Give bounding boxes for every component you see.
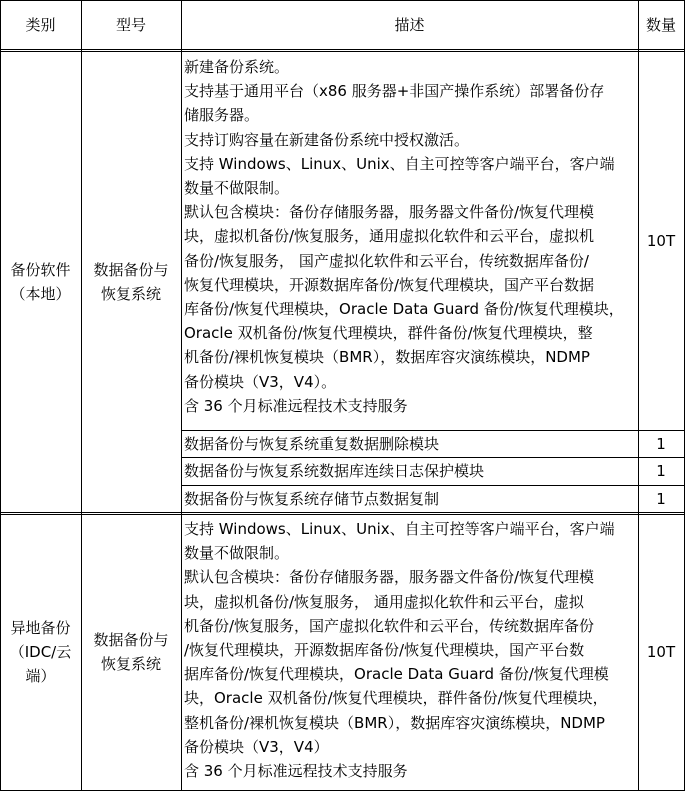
section2-description-line: /恢复代理模块，开源数据库备份/恢复代理模块，国产平台数 bbox=[184, 641, 585, 660]
section1-model-line1: 数据备份与 bbox=[93, 261, 169, 279]
section2-description-line: 备份模块（V3，V4） bbox=[184, 737, 329, 756]
border-col3 bbox=[638, 0, 639, 791]
section1-description-line: 储服务器。 bbox=[184, 106, 260, 125]
sub-row-dedup-qty: 1 bbox=[656, 434, 666, 453]
section2-description-line: 块，虚拟机备份/恢复服务， 通用虚拟化软件和云平台，虚拟 bbox=[184, 592, 584, 611]
border-sub3 bbox=[181, 485, 685, 486]
section2-description bbox=[184, 517, 636, 783]
section1-main-quantity: 10T bbox=[646, 232, 676, 250]
section1-category-line2: （本地） bbox=[10, 285, 71, 303]
sub-row-log-protect-qty: 1 bbox=[656, 462, 666, 480]
header-quantity: 数量 bbox=[645, 16, 676, 34]
section1-description-line: 数量不做限制。 bbox=[184, 179, 290, 198]
section1-model-line2: 恢复系统 bbox=[100, 285, 161, 303]
border-sub2 bbox=[181, 457, 685, 458]
header-model: 型号 bbox=[115, 16, 146, 34]
section2-model bbox=[81, 514, 181, 790]
border-header-bottom bbox=[0, 49, 685, 50]
sub-row-dedup-desc: 数据备份与恢复系统重复数据删除模块 bbox=[184, 435, 440, 453]
section2-model-line1: 数据备份与 bbox=[93, 631, 169, 649]
section1-description-line: 库备份/恢复代理模块，Oracle Data Guard 备份/恢复代理模块， bbox=[184, 300, 624, 319]
section2-description-line: 据库备份/恢复代理模块，Oracle Data Guard 备份/恢复代理模 bbox=[184, 665, 609, 684]
section1-description-line: 支持基于通用平台（x86 服务器+非国产操作系统）部署备份存 bbox=[184, 82, 605, 101]
sub-row-replication-qty: 1 bbox=[656, 489, 666, 508]
sub-row-replication-desc: 数据备份与恢复系统存储节点数据复制 bbox=[184, 490, 440, 508]
section1-description-line: 支持订购容量在新建备份系统中授权激活。 bbox=[184, 130, 470, 149]
section2-description-line: 含 36 个月标准远程技术支持服务 bbox=[184, 762, 408, 781]
header-description: 描述 bbox=[394, 16, 425, 34]
header-category: 类别 bbox=[25, 16, 56, 34]
section1-description-line: 备份/恢复服务， 国产虚拟化软件和云平台，传统数据库备份/ bbox=[184, 251, 589, 270]
section2-category bbox=[0, 514, 81, 790]
border-col1 bbox=[81, 0, 82, 791]
border-section-split bbox=[0, 512, 685, 513]
border-left bbox=[0, 0, 1, 791]
border-header-bottom-double bbox=[0, 51, 685, 52]
border-col2 bbox=[181, 0, 182, 791]
border-bottom bbox=[0, 790, 685, 791]
section1-description-line: Oracle 双机备份/恢复代理模块，群件备份/恢复代理模块，整 bbox=[184, 324, 593, 343]
section1-description-line: 机备份/裸机恢复模块（BMR），数据库容灾演练模块，NDMP bbox=[184, 348, 590, 367]
section2-quantity: 10T bbox=[646, 643, 676, 661]
section2-description-line: 机备份/恢复服务，国产虚拟化软件和云平台，传统数据库备份 bbox=[184, 616, 595, 635]
section1-description-line: 支持 Windows、Linux、Unix、自主可控等客户端平台，客户端 bbox=[184, 154, 615, 173]
border-sub1 bbox=[181, 430, 685, 431]
section2-model-line2: 恢复系统 bbox=[100, 655, 161, 673]
section1-description-line: 恢复代理模块，开源数据库备份/恢复代理模块，国产平台数据 bbox=[184, 275, 595, 294]
section1-model bbox=[81, 52, 181, 512]
section2-category-line1: 异地备份 bbox=[10, 619, 71, 637]
section2-description-line: 数量不做限制。 bbox=[184, 544, 290, 563]
section2-description-line: 支持 Windows、Linux、Unix、自主可控等客户端平台，客户端 bbox=[184, 520, 615, 538]
border-top bbox=[0, 0, 685, 1]
section2-description-line: 默认包含模块：备份存储服务器，服务器文件备份/恢复代理模 bbox=[184, 568, 595, 587]
section1-category-line1: 备份软件 bbox=[10, 261, 71, 279]
section1-description-line: 备份模块（V3，V4）。 bbox=[184, 372, 337, 391]
section2-category-line3: 端） bbox=[25, 667, 56, 685]
section2-description-line: 块，Oracle 双机备份/恢复代理模块，群件备份/恢复代理模块， bbox=[184, 689, 608, 708]
section1-main-description bbox=[184, 55, 636, 418]
section1-description-line: 新建备份系统。 bbox=[184, 58, 290, 76]
section1-description-line: 块，虚拟机备份/恢复服务，通用虚拟化软件和云平台，虚拟机 bbox=[184, 227, 595, 246]
sub-row-log-protect-desc: 数据备份与恢复系统数据库连续日志保护模块 bbox=[184, 462, 485, 480]
section2-description-line: 整机备份/裸机恢复模块（BMR），数据库容灾演练模块，NDMP bbox=[184, 713, 605, 732]
section2-category-line2: （IDC/云 bbox=[9, 643, 72, 661]
section1-category bbox=[0, 52, 81, 512]
border-section-split-double bbox=[0, 514, 685, 515]
section1-description-line: 默认包含模块：备份存储服务器，服务器文件备份/恢复代理模 bbox=[184, 203, 595, 222]
section1-description-line: 含 36 个月标准远程技术支持服务 bbox=[184, 396, 408, 415]
